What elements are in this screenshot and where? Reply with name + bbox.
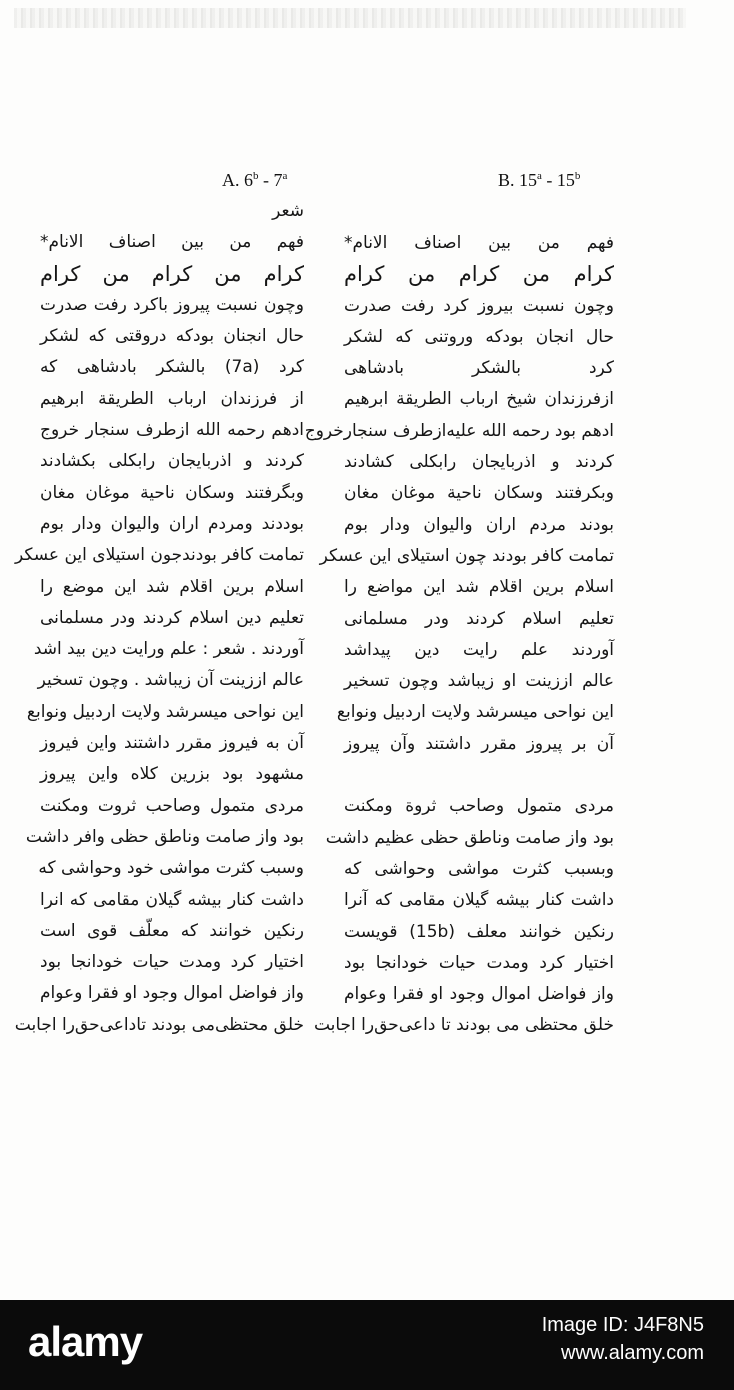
text-line: اسلام برين اقلام شد اين مواضع را: [344, 577, 614, 598]
text-line: تمامت كافر بودند چون استیلای این عسکر: [319, 545, 614, 566]
text-line: کرد (7a) بالشکر بادشاهی که: [40, 357, 304, 378]
text-line: بود واز صامت وناطق حظی وافر داشت: [25, 826, 304, 847]
text-line: ادهم بود رحمه الله عليه‌ازطرف سنجارخروج: [304, 420, 614, 441]
text-line: آن به فیروز مقرر داشتند واين فيروز: [40, 733, 304, 754]
text-line: مردی متمول وصاحب ثروة ومکنت: [344, 796, 614, 817]
text-line: ادهم رحمه الله ازطرف سنجار خروج: [40, 420, 304, 441]
text-line: مشهود بود بزرين كلاه واين پيروز: [40, 764, 304, 785]
text-line: بود واز صامت وناطق حظی عظیم داشت: [325, 827, 614, 848]
text-line: مردی متمول وصاحب ثروت ومكنت: [40, 795, 304, 816]
text-line: واز فواضل اموال وجود او فقرا وعوام: [344, 984, 614, 1005]
text-line: اختیار کرد ومدت حيات خودانجا بود: [40, 952, 304, 973]
page-top-edge: [14, 8, 686, 28]
text-line: وبگرفتند وسکان ناحیة موغان مغان: [40, 482, 304, 503]
text-line: خلق محتظی‌می بودند تاداعی‌حق‌را اجابت: [14, 1014, 304, 1035]
image-id: Image ID: J4F8N5: [541, 1314, 704, 1336]
text-line: داشت كنار بیشه گیلان مقامی که آنرا: [344, 890, 614, 911]
text-line: كرام من كرام من كرام: [344, 262, 614, 287]
text-line: اسلام برين اقلام شد اين موضع را: [40, 576, 304, 597]
left-column-text: [14, 196, 304, 1041]
text-line: رنكين خوانند معلف (15b) قويست: [344, 921, 614, 942]
text-line: تمامت كافر بودندجون استيلاى اين عسكر: [15, 545, 304, 566]
text-line: فهم من بين اصناف الانام*: [344, 233, 614, 253]
text-line: [344, 760, 614, 791]
left-column-header: A. 6$^b$ - 7$^a$: [222, 170, 288, 190]
watermark-info: [542, 1312, 704, 1368]
text-line: آن بر پیروز مقرر داشتند وآن پیروز: [344, 733, 614, 754]
text-line: وچون نسبت پیروز باكرد رفت صدرت: [40, 294, 304, 315]
text-line: اختيار كرد ومدت حيات خودانجا بود: [344, 952, 614, 973]
text-line: اين نواحی میسرشد ولايت اردبيل ونوابع: [336, 702, 614, 723]
text-line: ازفرزندان شيخ ارباب الطريقة ابرهيم: [344, 389, 614, 410]
right-column-text: [304, 228, 614, 1042]
text-line: کرد بالشکر بادشاهی: [344, 358, 614, 379]
text-line: فهم من بين اصناف الانام*: [40, 232, 304, 253]
text-line: تعليم دين اسلام كردند ودر مسلمانى: [40, 607, 304, 628]
text-line: تعليم اسلام كردند ودر مسلمانی: [344, 608, 614, 629]
text-line: شعر: [272, 201, 304, 221]
text-line: از فرزندان ارباب الطريقة ابرهيم: [40, 388, 304, 409]
text-line: اين نواحی میسرشد ولايت اردبيل ونوابع: [26, 701, 304, 722]
text-line: واز فواضل اموال وجود او فقرا وعوام: [40, 983, 304, 1004]
text-line: خلق محتظى می بودند تا داعی‌حق‌را اجابت: [313, 1015, 614, 1036]
alamy-logo: alamy: [28, 1318, 143, 1365]
text-line: وبسبب كثرت مواشی وحواشی که: [344, 858, 614, 879]
right-column-header: B. 15$^a$ - 15$^b$: [498, 170, 581, 190]
text-line: رنكين خوانند كه معلّف قوى است: [40, 920, 304, 941]
text-line: وچون نسبت بیروز کرد رفت صدرت: [344, 295, 614, 316]
text-line: آوردند علم رايت دين پيداشد: [344, 639, 614, 660]
text-line: عالم اززينت او زيباشد وچون تسخير: [344, 671, 614, 692]
text-line: كرام من كرام من كرام: [40, 261, 304, 286]
watermark-url: www.alamy.com: [561, 1342, 704, 1364]
text-line: کردند و اذربایجان رابکلی کشادند: [344, 452, 614, 473]
text-line: کردند و اذربایجان رابکلی بکشادند: [40, 451, 304, 472]
text-line: بوددند ومردم اران والیوان ودار بوم: [40, 513, 304, 534]
text-line: وسبب كثرت مواشی خود وحواشی که: [38, 858, 304, 879]
text-line: بودند مردم اران والیوان ودار بوم: [344, 514, 614, 535]
text-line: عالم اززينت آن زيباشد . وچون تسخير: [37, 670, 304, 691]
text-line: داشت كنار بيشه گيلان مقامی که انرا: [40, 889, 304, 910]
text-line: آوردند . شعر : علم ورايت دين بيد اشد: [33, 639, 304, 660]
text-line: حال انجنان بودکه دروقتی که لشکر: [40, 326, 304, 347]
text-line: وبكرفتند وسكان ناحية موغان مغان: [344, 483, 614, 504]
text-line: حال انجان بودکه وروتنی که لشکر: [344, 326, 614, 347]
